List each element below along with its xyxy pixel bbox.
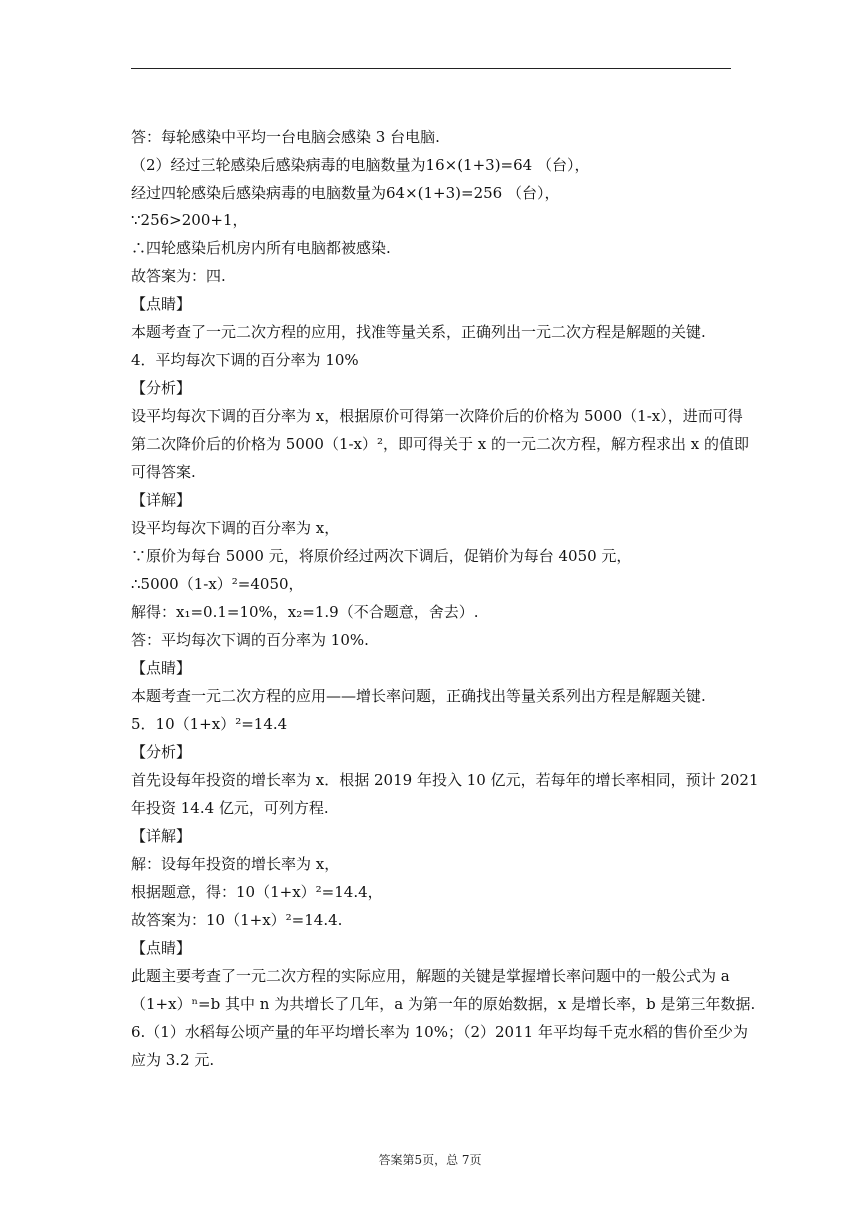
text-line: 设平均每次下调的百分率为 x，	[131, 519, 340, 537]
text-line: （2）经过三轮感染后感染病毒的电脑数量为16×(1+3)=64 （台），	[131, 156, 590, 174]
section-heading: 【分析】	[131, 379, 192, 397]
text-line: 根据题意，得：10（1+x）²=14.4，	[131, 883, 383, 901]
section-heading: 【点睛】	[131, 295, 192, 313]
section-heading: 【详解】	[131, 491, 192, 509]
answer-item-4: 4．平均每次下调的百分率为 10%	[131, 351, 359, 369]
answer-item-6: 6.（1）水稻每公顷产量的年平均增长率为 10%；（2）2011 年平均每千克水稻的售价至少为	[131, 1023, 748, 1041]
text-line: ∴四轮感染后机房内所有电脑都被感染.	[131, 239, 391, 257]
text-line: 应为 3.2 元.	[131, 1051, 215, 1069]
text-line: 本题考查一元二次方程的应用——增长率问题，正确找出等量关系列出方程是解题关键.	[131, 687, 706, 705]
text-line: 故答案为：四.	[131, 267, 226, 285]
text-line: 解：设每年投资的增长率为 x，	[131, 855, 340, 873]
header-rule	[131, 68, 731, 69]
text-line: 经过四轮感染后感染病毒的电脑数量为64×(1+3)=256 （台），	[131, 184, 560, 202]
text-line: 可得答案.	[131, 463, 196, 481]
text-line: 年投资 14.4 亿元，可列方程.	[131, 799, 329, 817]
text-line: 此题主要考查了一元二次方程的实际应用，解题的关键是掌握增长率问题中的一般公式为 a	[131, 967, 730, 985]
section-heading: 【点睛】	[131, 659, 192, 677]
page-footer: 答案第5页，总 7页	[378, 1153, 482, 1167]
text-line: ∴5000（1-x）²=4050，	[131, 575, 304, 593]
section-heading: 【点睛】	[131, 939, 192, 957]
text-line: （1+x）ⁿ=b 其中 n 为共增长了几年，a 为第一年的原始数据，x 是增长率，b 是第三年数据.	[131, 995, 756, 1013]
text-line: 设平均每次下调的百分率为 x，根据原价可得第一次降价后的价格为 5000（1-x），进而可得	[131, 407, 743, 425]
text-line: 第二次降价后的价格为 5000（1-x）²，即可得关于 x 的一元二次方程，解方程求出 x 的值即	[131, 435, 750, 453]
text-line: 本题考查了一元二次方程的应用，找准等量关系，正确列出一元二次方程是解题的关键.	[131, 323, 706, 341]
answer-item-5: 5．10（1+x）²=14.4	[131, 715, 288, 733]
text-line: ∵256>200+1，	[131, 211, 248, 229]
section-heading: 【详解】	[131, 827, 192, 845]
text-line: ∵原价为每台 5000 元，将原价经过两次下调后，促销价为每台 4050 元，	[131, 547, 632, 565]
text-line: 解得：x₁=0.1=10%，x₂=1.9（不合题意，舍去）.	[131, 603, 479, 621]
text-line: 故答案为：10（1+x）²=14.4.	[131, 911, 343, 929]
text-line: 答：每轮感染中平均一台电脑会感染 3 台电脑.	[131, 128, 440, 146]
text-line: 答：平均每次下调的百分率为 10%.	[131, 631, 369, 649]
section-heading: 【分析】	[131, 743, 192, 761]
text-line: 首先设每年投资的增长率为 x．根据 2019 年投入 10 亿元，若每年的增长率相同，预计 2021	[131, 771, 759, 789]
